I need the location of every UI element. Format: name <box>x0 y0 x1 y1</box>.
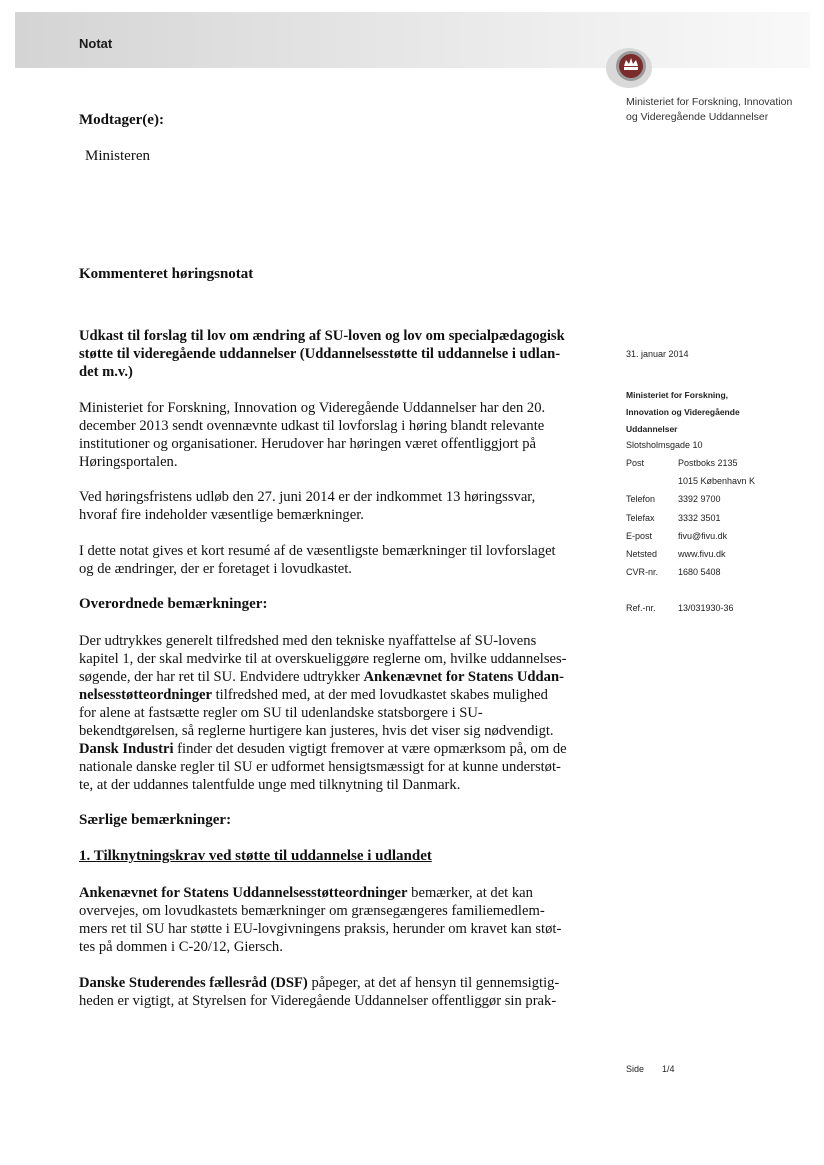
page-label: Side <box>626 1064 645 1074</box>
text-line: december 2013 sendt ovennævnte udkast til lovforslag i høring blandt relevante <box>79 418 545 434</box>
web-value: www.fivu.dk <box>678 549 726 559</box>
cvr-label: CVR-nr. <box>626 567 659 577</box>
org-name: Danske Studerendes fællesråd (DSF) <box>79 975 308 991</box>
ref-value: 13/031930-36 <box>678 603 734 613</box>
text-line: bekendtgørelsen, så reglerne hurtigere kan justeres, hvis det viser sig nødvendigt. <box>79 723 554 739</box>
subject-line: støtte til videregående uddannelser (Uddannelsesstøtte til uddannelse i udlan- <box>79 346 561 362</box>
subject-line: Udkast til forslag til lov om ændring af SU-loven og lov om specialpædagogisk <box>79 328 565 344</box>
document-title: Kommenteret høringsnotat <box>79 266 254 282</box>
text-line: kapitel 1, der skal medvirke til at overskueliggøre reglerne om, hvilke uddannelses- <box>79 651 567 667</box>
page-number: 1/4 <box>662 1064 675 1074</box>
address: Slotsholmsgade 10 <box>626 440 703 450</box>
text-line: te, at der uddannes talentfulde unge med tilknytning til Danmark. <box>79 777 461 793</box>
text-line: for alene at fastsætte regler om SU til udenlandske statsborgere i SU- <box>79 705 483 721</box>
ministry-name <box>626 95 792 125</box>
text-line: heden er vigtigt, at Styrelsen for Videregående Uddannelser offentliggør sin prak- <box>79 993 557 1009</box>
email-value: fivu@fivu.dk <box>678 531 728 541</box>
specific-heading: Særlige bemærkninger: <box>79 812 232 828</box>
org-block <box>626 387 740 438</box>
text-line: mers ret til SU har støtte i EU-lovgivningens praksis, herunder om kravet kan støt- <box>79 921 562 937</box>
text-span: finder det desuden vigtigt fremover at være opmærksom på, om de <box>173 741 567 757</box>
post-label: Post <box>626 458 645 468</box>
intro-paragraph-1 <box>79 399 599 471</box>
web-label: Netsted <box>626 549 658 559</box>
org-name: Ankenævnet for Statens Uddannelsesstøtteordninger <box>79 885 408 901</box>
text-line <box>79 884 599 902</box>
fax-label: Telefax <box>626 513 655 523</box>
text-line: og de ændringer, der er foretaget i lovudkastet. <box>79 561 352 577</box>
org-name: nelsesstøtteordninger <box>79 687 212 703</box>
text-span: søgende, der har ret til SU. Endvidere udtrykker <box>79 669 360 685</box>
org-line: Innovation og Videregående <box>626 407 740 417</box>
text-line: tes på dommen i C-20/12, Giersch. <box>79 939 283 955</box>
section-1-heading: 1. Tilknytningskrav ved støtte til uddannelse i udlandet <box>79 848 432 864</box>
text-line <box>79 740 599 758</box>
fax-value: 3332 3501 <box>678 513 721 523</box>
specific-paragraph-1 <box>79 884 599 956</box>
crown-seal-icon <box>603 44 655 92</box>
post-value: Postboks 2135 <box>678 458 738 468</box>
intro-paragraph-2 <box>79 488 599 524</box>
text-line: institutioner og organisationer. Herudover har høringen været offentliggjort på <box>79 436 537 452</box>
subject-heading <box>79 327 619 381</box>
post-city: 1015 København K <box>678 476 756 486</box>
org-name: Dansk Industri <box>79 741 174 757</box>
ministry-line: og Videregående Uddannelser <box>626 111 769 123</box>
document-date: 31. januar 2014 <box>626 349 689 359</box>
header-band <box>15 12 810 68</box>
general-heading: Overordnede bemærkninger: <box>79 596 268 612</box>
subject-line: det m.v.) <box>79 364 133 380</box>
text-line: Ministeriet for Forskning, Innovation og Videregående Uddannelser har den 20. <box>79 400 546 416</box>
text-line <box>79 686 599 704</box>
intro-paragraph-3 <box>79 542 599 578</box>
doc-type-label: Notat <box>79 36 113 51</box>
ref-label: Ref.-nr. <box>626 603 656 613</box>
cvr-value: 1680 5408 <box>678 567 721 577</box>
text-line <box>79 974 599 992</box>
text-line: nationale danske regler til SU er udformet hensigtsmæssigt for at kunne understøt- <box>79 759 561 775</box>
phone-value: 3392 9700 <box>678 494 721 504</box>
text-line: I dette notat gives et kort resumé af de væsentligste bemærkninger til lovforslaget <box>79 543 556 559</box>
org-line: Uddannelser <box>626 424 678 434</box>
specific-paragraph-2 <box>79 974 599 1010</box>
text-line: Ved høringsfristens udløb den 27. juni 2014 er der indkommet 13 høringssvar, <box>79 489 536 505</box>
ministry-line: Ministeriet for Forskning, Innovation <box>626 96 793 108</box>
recipient-label: Modtager(e): <box>79 112 164 128</box>
text-span: tilfredshed med, at der med lovudkastet skabes mulighed <box>211 687 548 703</box>
phone-label: Telefon <box>626 494 656 504</box>
text-span: påpeger, at det af hensyn til gennemsigtig- <box>307 975 560 991</box>
recipient-value: Ministeren <box>85 148 150 164</box>
text-line <box>79 668 599 686</box>
text-line: hvoraf fire indeholder væsentlige bemærkninger. <box>79 507 364 523</box>
email-label: E-post <box>626 531 653 541</box>
text-line: Høringsportalen. <box>79 454 178 470</box>
org-name: Ankenævnet for Statens Uddan- <box>363 669 564 685</box>
text-line: Der udtrykkes generelt tilfredshed med den tekniske nyaffattelse af SU-lovens <box>79 633 537 649</box>
text-line: overvejes, om lovudkastets bemærkninger om grænsegængeres familiemedlem- <box>79 903 545 919</box>
org-line: Ministeriet for Forskning, <box>626 390 729 400</box>
general-paragraph <box>79 632 599 794</box>
text-span: bemærker, at det kan <box>407 885 533 901</box>
